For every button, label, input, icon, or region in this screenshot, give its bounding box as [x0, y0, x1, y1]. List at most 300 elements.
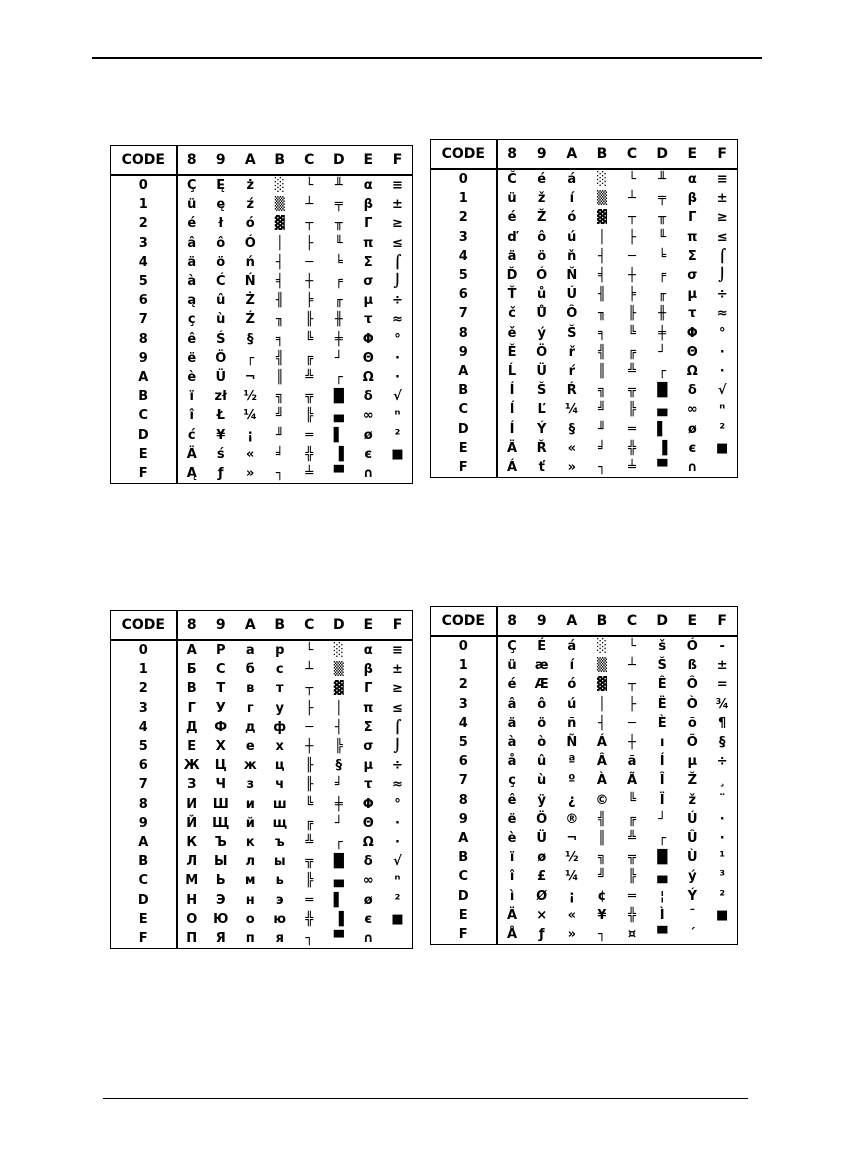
char-cell: Θ — [362, 350, 374, 366]
char-cell: Р — [215, 643, 226, 659]
header-row — [111, 146, 413, 176]
char-cell: ▓ — [274, 216, 285, 232]
row-code: E — [111, 445, 177, 464]
char-cell: ı — [659, 735, 665, 751]
char-cell: ╛ — [275, 446, 284, 462]
char-cell: ▒ — [596, 191, 607, 207]
char-cell: ⁿ — [394, 873, 401, 889]
column-header: 9 — [527, 140, 557, 170]
char-cell: ┘ — [658, 344, 667, 360]
char-cell: ░ — [333, 643, 344, 659]
row-code: B — [111, 852, 177, 871]
table-row — [111, 253, 413, 272]
column-header: D — [324, 146, 354, 176]
char-cell: ░ — [274, 178, 285, 194]
char-cell: ⌠ — [393, 719, 402, 735]
char-cell: σ — [363, 739, 374, 755]
char-cell: ╧ — [628, 459, 636, 475]
char-cell: ó — [567, 677, 577, 693]
char-cell: ц — [274, 758, 285, 774]
char-cell: « — [567, 440, 577, 456]
char-cell: µ — [363, 293, 374, 309]
table-row — [111, 775, 413, 794]
char-cell: zł — [214, 389, 227, 405]
char-cell: о — [245, 911, 255, 927]
char-cell: é — [187, 216, 197, 232]
row-code: 1 — [111, 195, 177, 214]
char-cell: Ж — [183, 758, 200, 774]
code-table-1 — [110, 145, 413, 484]
char-cell: ┤ — [598, 715, 606, 731]
char-cell: ┴ — [305, 197, 314, 213]
char-cell: ╡ — [275, 274, 284, 290]
code-table-3 — [110, 610, 413, 949]
char-cell: ╣ — [275, 350, 284, 366]
char-cell: ° — [394, 796, 401, 812]
char-cell: ▒ — [333, 662, 344, 678]
char-cell: Т — [216, 681, 226, 697]
column-header: A — [557, 607, 587, 637]
char-cell: ¥ — [597, 907, 607, 923]
char-cell: Θ — [362, 815, 374, 831]
code-header: CODE — [431, 607, 497, 637]
char-cell: ▄ — [333, 408, 344, 424]
char-cell: ¢ — [597, 888, 607, 904]
char-cell: ¨ — [718, 792, 726, 808]
char-cell: µ — [687, 754, 698, 770]
char-cell: ź — [246, 197, 255, 213]
table-row — [111, 718, 413, 737]
table-row — [111, 699, 413, 718]
char-cell: ¯ — [689, 907, 696, 923]
char-cell: ╟ — [628, 306, 636, 322]
char-cell: Ç — [186, 178, 197, 194]
row-code: C — [431, 400, 497, 419]
char-cell: Ó — [536, 268, 548, 284]
char-cell: ┴ — [628, 658, 636, 674]
char-cell: Š — [537, 383, 547, 399]
char-cell: ╖ — [275, 312, 284, 328]
char-cell: Ž — [536, 210, 547, 226]
row-code: 7 — [431, 304, 497, 323]
char-cell: ĺ — [509, 402, 515, 418]
char-cell: Ž — [687, 773, 698, 789]
column-header: 8 — [497, 607, 527, 637]
char-cell: Ý — [536, 421, 547, 437]
char-cell: · — [395, 834, 400, 850]
table-row — [431, 189, 738, 208]
char-cell: ≡ — [392, 178, 403, 194]
table-row — [111, 737, 413, 756]
char-cell: τ — [364, 777, 373, 793]
char-cell: ╝ — [598, 869, 606, 885]
char-cell: ü — [507, 191, 517, 207]
char-cell: п — [245, 930, 255, 946]
char-cell: ┼ — [305, 274, 314, 290]
char-cell: Ň — [566, 268, 578, 284]
char-cell: ô — [216, 235, 226, 251]
char-cell: ╬ — [628, 907, 636, 923]
char-cell: ø — [363, 427, 373, 443]
char-cell: ╓ — [658, 287, 667, 303]
char-cell: ¼ — [565, 869, 579, 885]
row-code: B — [431, 381, 497, 400]
char-cell: ■ — [391, 911, 404, 927]
table-row — [431, 752, 738, 771]
table-row — [431, 169, 738, 189]
char-cell: з — [246, 777, 255, 793]
table-row — [111, 445, 413, 464]
char-cell: ╣ — [598, 344, 606, 360]
char-cell: ╚ — [628, 792, 636, 808]
char-cell: ì — [509, 888, 515, 904]
char-cell: » — [567, 926, 577, 942]
table-row — [431, 791, 738, 810]
char-cell: ▐ — [657, 440, 668, 456]
char-cell: Ç — [507, 639, 517, 655]
char-cell: ╗ — [598, 850, 606, 866]
char-cell: ± — [392, 662, 403, 678]
char-cell: ø — [687, 421, 697, 437]
char-cell: Ď — [506, 268, 518, 284]
char-cell: ░ — [596, 639, 607, 655]
char-cell: ÷ — [392, 293, 403, 309]
char-cell: В — [186, 681, 197, 697]
char-cell: Í — [659, 754, 665, 770]
char-cell: ä — [187, 254, 197, 270]
code-header: CODE — [111, 146, 177, 176]
char-cell: × — [536, 907, 548, 923]
char-cell: ñ — [567, 715, 577, 731]
char-cell: ć — [187, 427, 196, 443]
char-cell: О — [186, 911, 198, 927]
char-cell: ś — [216, 446, 225, 462]
char-cell: Ñ — [566, 735, 578, 751]
row-code: 0 — [111, 640, 177, 660]
char-cell: ш — [272, 796, 287, 812]
char-cell: є — [364, 911, 373, 927]
char-cell: ╓ — [334, 293, 343, 309]
char-cell: ∩ — [362, 465, 374, 481]
char-cell: ║ — [275, 369, 284, 385]
char-cell: Á — [507, 459, 518, 475]
char-cell: ╬ — [628, 440, 636, 456]
row-code: 6 — [111, 756, 177, 775]
char-cell: Â — [596, 754, 607, 770]
char-cell: ■ — [716, 440, 729, 456]
char-cell: Ã — [627, 773, 638, 789]
char-cell: р — [275, 643, 285, 659]
char-cell: Е — [187, 739, 197, 755]
char-cell: ┐ — [275, 465, 284, 481]
char-cell: ń — [245, 254, 255, 270]
char-cell: ¡ — [568, 888, 575, 904]
table-row — [111, 640, 413, 660]
char-cell: Ï — [659, 792, 665, 808]
char-cell: ⁿ — [394, 408, 401, 424]
char-cell: в — [246, 681, 255, 697]
char-cell: ô — [537, 696, 547, 712]
table-row — [431, 247, 738, 266]
row-code: B — [111, 387, 177, 406]
char-cell: ┌ — [334, 834, 343, 850]
char-cell: А — [186, 643, 197, 659]
char-cell: ∩ — [362, 930, 374, 946]
row-code: D — [111, 890, 177, 909]
table-row — [111, 795, 413, 814]
row-code: 5 — [431, 733, 497, 752]
char-cell: ë — [187, 350, 197, 366]
char-cell: ╠ — [628, 402, 636, 418]
char-cell: Í — [509, 383, 515, 399]
char-cell: ╪ — [658, 325, 667, 341]
column-header: C — [617, 140, 647, 170]
char-cell: é — [507, 210, 517, 226]
char-cell: ⁿ — [719, 402, 726, 418]
char-cell: Ź — [245, 312, 255, 328]
char-cell: á — [567, 639, 577, 655]
row-code: 2 — [431, 208, 497, 227]
char-cell: ╕ — [598, 325, 606, 341]
char-cell: Ω — [686, 363, 698, 379]
char-cell: ░ — [596, 172, 607, 188]
char-cell: Ù — [687, 850, 698, 866]
char-cell: ³ — [719, 869, 726, 885]
char-cell: ▓ — [596, 210, 607, 226]
char-cell: ∞ — [686, 402, 698, 418]
char-cell: є — [364, 446, 373, 462]
column-header: E — [354, 611, 384, 641]
table-row — [111, 195, 413, 214]
char-cell: ÷ — [716, 754, 728, 770]
char-cell: Í — [509, 421, 515, 437]
char-cell: й — [245, 815, 255, 831]
row-code: D — [111, 425, 177, 444]
char-cell: ┬ — [628, 677, 636, 693]
char-cell: ÿ — [537, 792, 546, 808]
code-table-4 — [430, 606, 738, 945]
char-cell: ╫ — [334, 312, 343, 328]
char-cell: Φ — [686, 325, 698, 341]
char-cell: ф — [273, 719, 287, 735]
char-cell: Ń — [244, 274, 256, 290]
row-code: E — [431, 906, 497, 925]
char-cell: │ — [334, 700, 343, 716]
char-cell: ╦ — [628, 383, 636, 399]
char-cell: α — [687, 172, 697, 188]
char-cell: ╩ — [305, 369, 314, 385]
char-cell: █ — [657, 850, 668, 866]
table-row — [111, 291, 413, 310]
table-row — [111, 890, 413, 909]
char-cell: Ю — [213, 911, 229, 927]
char-cell: ┼ — [628, 735, 636, 751]
char-cell: Γ — [688, 210, 697, 226]
row-code: 5 — [111, 272, 177, 291]
char-cell: ¿ — [568, 792, 576, 808]
char-cell: ╡ — [598, 268, 606, 284]
char-cell: ┌ — [246, 350, 255, 366]
char-cell: ú — [567, 696, 577, 712]
char-cell: Ш — [212, 796, 229, 812]
char-cell: ê — [507, 792, 517, 808]
char-cell: Ω — [362, 834, 374, 850]
char-cell: у — [275, 700, 284, 716]
char-cell: Ó — [686, 639, 698, 655]
char-cell — [383, 464, 413, 484]
row-code: E — [111, 910, 177, 929]
char-cell: н — [245, 892, 255, 908]
char-cell: » — [246, 465, 255, 481]
row-code: 9 — [111, 814, 177, 833]
char-cell: è — [187, 369, 197, 385]
char-cell: ù — [216, 312, 226, 328]
char-cell: Ą — [186, 465, 197, 481]
table-row — [111, 660, 413, 679]
header-rule — [92, 57, 762, 59]
char-cell: δ — [363, 389, 373, 405]
char-cell: Š — [567, 325, 577, 341]
char-cell: É — [537, 639, 547, 655]
header-row — [431, 607, 738, 637]
char-cell: ╘ — [658, 248, 667, 264]
row-code: 8 — [111, 330, 177, 349]
char-cell: ▓ — [596, 677, 607, 693]
char-cell: · — [719, 344, 725, 360]
char-cell: ╨ — [658, 172, 667, 188]
char-cell: ä — [507, 248, 517, 264]
char-cell: ╗ — [275, 389, 284, 405]
char-cell: э — [275, 892, 284, 908]
char-cell: ≤ — [392, 235, 403, 251]
table-row — [111, 214, 413, 233]
char-cell: τ — [688, 306, 697, 322]
table-row — [111, 234, 413, 253]
char-cell: ² — [394, 892, 401, 908]
char-cell: Ê — [657, 677, 667, 693]
table-row — [431, 266, 738, 285]
char-cell: У — [215, 700, 226, 716]
char-cell: = — [716, 677, 728, 693]
char-cell: · — [395, 815, 400, 831]
char-cell: є — [688, 440, 697, 456]
row-code: 9 — [111, 349, 177, 368]
char-cell: Γ — [364, 681, 373, 697]
char-cell: Л — [186, 854, 198, 870]
char-cell: À — [596, 773, 607, 789]
char-cell: Ś — [216, 331, 226, 347]
char-cell: ▀ — [657, 926, 668, 942]
char-cell: ó — [567, 210, 577, 226]
char-cell: ¼ — [565, 402, 579, 418]
column-header: 8 — [497, 140, 527, 170]
char-cell: ∞ — [362, 873, 374, 889]
char-cell: ы — [273, 854, 286, 870]
char-cell: ⌠ — [393, 254, 402, 270]
row-code: 2 — [431, 675, 497, 694]
char-cell: Γ — [364, 216, 373, 232]
column-header: C — [295, 611, 325, 641]
char-cell: └ — [628, 172, 636, 188]
char-cell: ч — [275, 777, 285, 793]
char-cell: я — [275, 930, 284, 946]
char-cell: ╚ — [305, 796, 314, 812]
char-cell: à — [187, 274, 197, 290]
table-row — [431, 675, 738, 694]
char-cell: ┤ — [275, 254, 284, 270]
row-code: 8 — [431, 791, 497, 810]
char-cell: ≈ — [716, 306, 728, 322]
char-cell: í — [569, 191, 575, 207]
char-cell: ť — [538, 459, 545, 475]
char-cell: т — [275, 681, 284, 697]
char-cell: Φ — [362, 796, 374, 812]
char-cell: Г — [187, 700, 196, 716]
char-cell: © — [595, 792, 609, 808]
table-row — [111, 814, 413, 833]
column-header: B — [587, 140, 617, 170]
row-code: 8 — [111, 795, 177, 814]
char-cell: ┬ — [305, 216, 314, 232]
char-cell: ╜ — [275, 427, 284, 443]
char-cell: ó — [245, 216, 255, 232]
char-cell: ■ — [391, 446, 404, 462]
char-cell: И — [186, 796, 198, 812]
char-cell: ø — [537, 850, 547, 866]
char-cell: Й — [186, 815, 198, 831]
char-cell: ù — [537, 773, 547, 789]
char-cell: · — [719, 830, 725, 846]
header-row — [111, 611, 413, 641]
table-row — [431, 381, 738, 400]
char-cell: ═ — [305, 427, 314, 443]
char-cell: ╔ — [305, 350, 314, 366]
table-row — [111, 929, 413, 949]
row-code: F — [431, 458, 497, 478]
char-cell: ╥ — [334, 216, 343, 232]
char-cell: Ć — [215, 274, 226, 290]
char-cell: ď — [507, 229, 517, 245]
char-cell: ╬ — [305, 446, 314, 462]
column-header: A — [236, 146, 266, 176]
char-cell: è — [507, 830, 517, 846]
column-header: B — [587, 607, 617, 637]
table-row — [111, 368, 413, 387]
char-cell: ≈ — [392, 312, 403, 328]
char-cell: ╔ — [628, 811, 636, 827]
table-row — [111, 756, 413, 775]
char-cell: ô — [537, 229, 547, 245]
char-cell: ▒ — [274, 197, 285, 213]
char-cell: û — [216, 293, 226, 309]
char-cell: ¡ — [247, 427, 254, 443]
char-cell: § — [335, 758, 342, 774]
char-cell: ┤ — [598, 248, 606, 264]
char-cell: â — [187, 235, 197, 251]
char-cell: ╚ — [628, 325, 636, 341]
char-cell: ⌠ — [718, 248, 727, 264]
char-cell: Ö — [215, 350, 227, 366]
char-cell: ¬ — [244, 369, 256, 385]
char-cell: µ — [363, 758, 374, 774]
char-cell: ┘ — [334, 815, 343, 831]
table-row — [431, 867, 738, 886]
table-row — [111, 310, 413, 329]
char-cell: ã — [627, 754, 637, 770]
char-cell: ż — [246, 178, 255, 194]
char-cell: ╞ — [628, 287, 636, 303]
row-code: C — [111, 406, 177, 425]
